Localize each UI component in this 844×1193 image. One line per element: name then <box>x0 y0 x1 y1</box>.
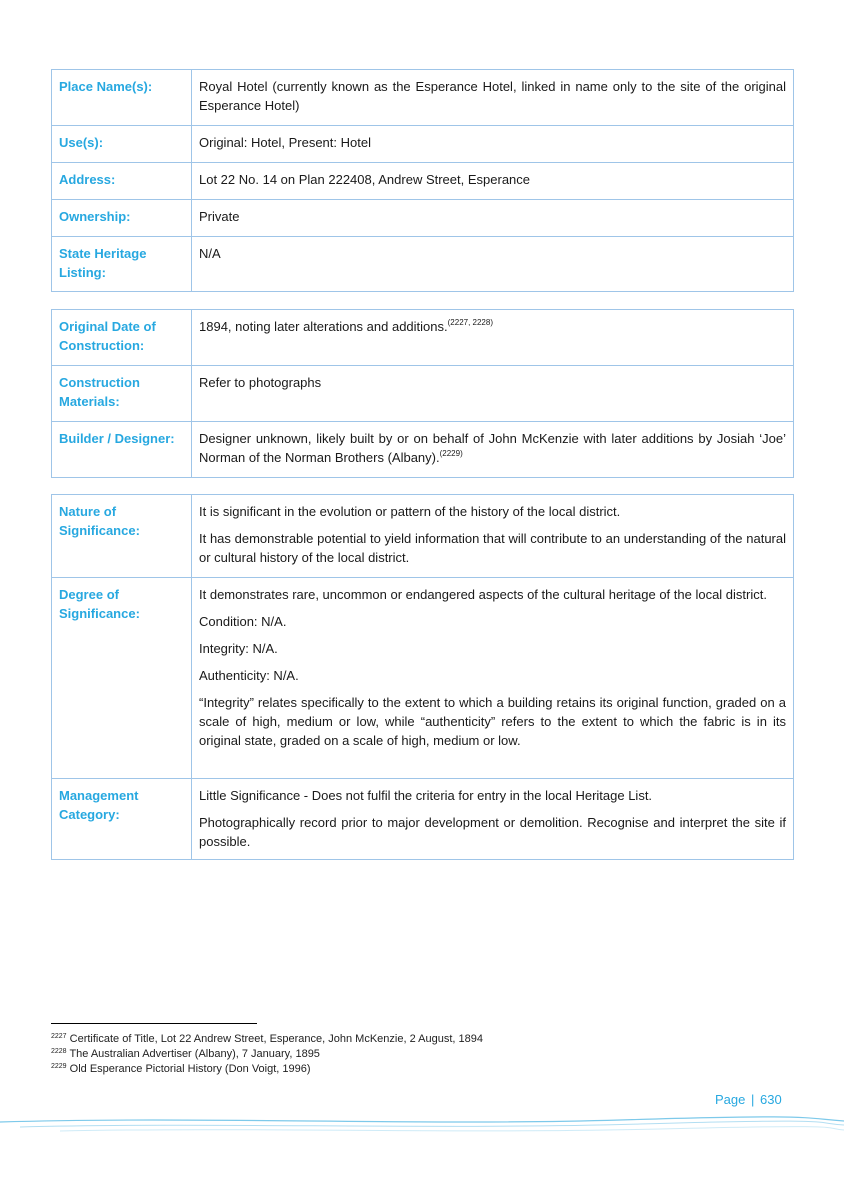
row-label: Management Category: <box>52 779 192 860</box>
footnote-reference[interactable]: (2229) <box>439 449 463 458</box>
row-value <box>192 310 794 366</box>
table-row <box>52 163 794 200</box>
table-row <box>52 126 794 163</box>
row-value: Lot 22 No. 14 on Plan 222408, Andrew Street, Esperance <box>192 163 794 200</box>
row-label: Use(s): <box>52 126 192 163</box>
table-row <box>52 578 794 779</box>
value-text: Designer unknown, likely built by or on behalf of John McKenzie with later additions by Josiah ‘Joe’ Norman of the Norman Brothers (Albany). <box>199 431 786 465</box>
table-row <box>52 779 794 860</box>
row-label: Degree of Significance: <box>52 578 192 779</box>
wave-decoration <box>0 1108 844 1138</box>
row-value: N/A <box>192 237 794 292</box>
footnotes <box>51 1032 483 1077</box>
paragraph: Authenticity: N/A. <box>199 668 299 683</box>
row-value: Original: Hotel, Present: Hotel <box>192 126 794 163</box>
paragraph: It demonstrates rare, uncommon or endangered aspects of the cultural heritage of the local district. <box>199 587 767 602</box>
footnote <box>51 1047 483 1062</box>
row-label: Address: <box>52 163 192 200</box>
footnote-reference[interactable]: (2227, 2228) <box>447 318 493 327</box>
table-row <box>52 495 794 578</box>
footnote <box>51 1062 483 1077</box>
row-label: Construction Materials: <box>52 366 192 422</box>
footnote <box>51 1032 483 1047</box>
footnote-divider <box>51 1023 257 1024</box>
row-label: Builder / Designer: <box>52 422 192 478</box>
table-row <box>52 310 794 366</box>
footnote-number: 2228 <box>51 1048 67 1055</box>
footnote-text: Certificate of Title, Lot 22 Andrew Street, Esperance, John McKenzie, 2 August, 1894 <box>69 1033 483 1045</box>
value-text: 1894, noting later alterations and additions. <box>199 319 448 334</box>
paragraph: Photographically record prior to major development or demolition. Recognise and interpret the site if possible. <box>199 815 786 849</box>
row-value: Refer to photographs <box>192 366 794 422</box>
row-label: Place Name(s): <box>52 70 192 126</box>
table-row <box>52 200 794 237</box>
table-row <box>52 422 794 478</box>
wave-line <box>0 1117 844 1122</box>
paragraph: Little Significance - Does not fulfil the criteria for entry in the local Heritage List. <box>199 788 653 803</box>
paragraph: It is significant in the evolution or pattern of the history of the local district. <box>199 504 621 519</box>
significance-table <box>51 494 794 860</box>
paragraph: It has demonstrable potential to yield information that will contribute to an understanding of the natural or cultural history of the local district. <box>199 531 786 565</box>
row-value <box>192 422 794 478</box>
paragraph: “Integrity” relates specifically to the extent to which a building retains its original function, graded on a scale of high, medium or low, while “authenticity” refers to the extent to which the fabric is in its original state, graded on a scale of high, medium or low. <box>199 695 786 748</box>
row-value: Private <box>192 200 794 237</box>
footnote-text: The Australian Advertiser (Albany), 7 January, 1895 <box>69 1048 320 1060</box>
row-label: State Heritage Listing: <box>52 237 192 292</box>
table-row <box>52 366 794 422</box>
footnote-text: Old Esperance Pictorial History (Don Voigt, 1996) <box>69 1063 311 1075</box>
row-value <box>192 495 794 578</box>
wave-line <box>60 1127 844 1131</box>
construction-details-table <box>51 309 794 478</box>
page-number-value: 630 <box>760 1092 782 1107</box>
page-label: Page <box>715 1092 746 1107</box>
paragraph: Condition: N/A. <box>199 614 287 629</box>
row-label: Ownership: <box>52 200 192 237</box>
footnote-number: 2229 <box>51 1063 67 1070</box>
table-row <box>52 70 794 126</box>
row-value: Royal Hotel (currently known as the Esperance Hotel, linked in name only to the site of the original Esperance Hotel) <box>192 70 794 126</box>
table-row <box>52 237 794 292</box>
row-value <box>192 578 794 779</box>
page-number <box>715 1092 782 1107</box>
row-label: Nature of Significance: <box>52 495 192 578</box>
paragraph: Integrity: N/A. <box>199 641 278 656</box>
place-details-table <box>51 69 794 292</box>
page-separator: | <box>751 1092 755 1107</box>
row-label: Original Date of Construction: <box>52 310 192 366</box>
footnote-number: 2227 <box>51 1033 67 1040</box>
row-value <box>192 779 794 860</box>
